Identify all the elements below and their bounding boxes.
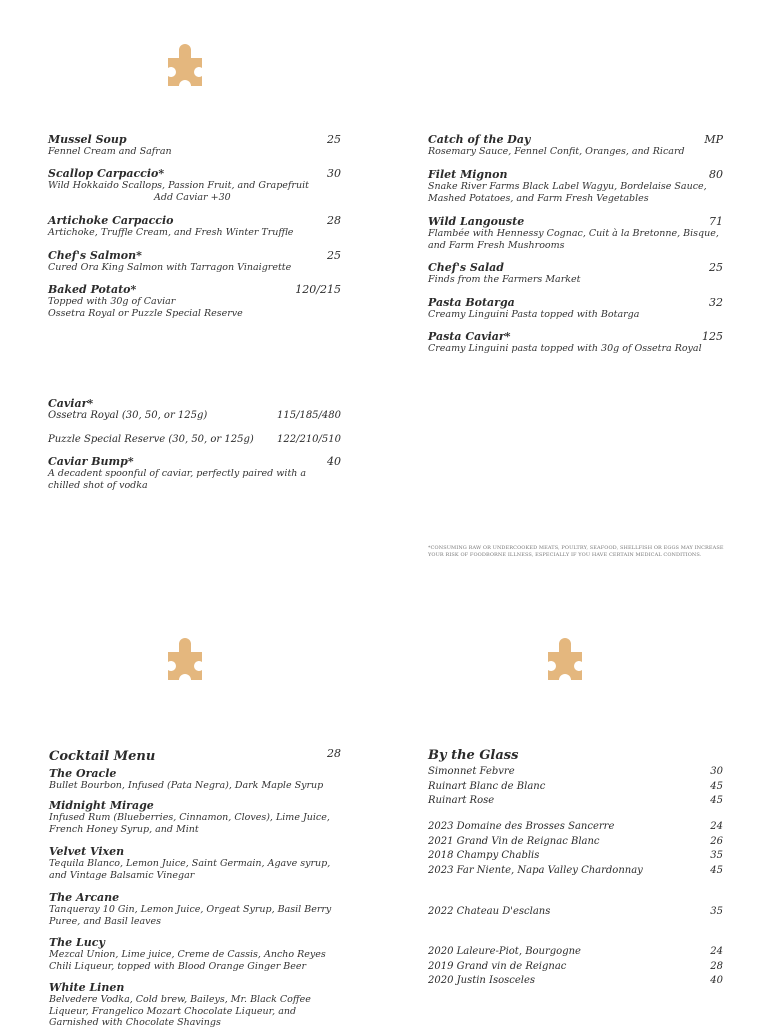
wine-name: 2020 Laleure-Piot, Bourgogne (428, 946, 581, 957)
wine-name: 2022 Chateau D'esclans (428, 906, 551, 917)
item-desc: Belvedere Vodka, Cold brew, Baileys, Mr. Black Coffee (49, 994, 311, 1005)
item-desc: Bullet Bourbon, Infused (Pata Negra), Dark Maple Syrup (49, 780, 324, 791)
section-title: By the Glass (428, 748, 519, 763)
item-desc: Infused Rum (Blueberries, Cinnamon, Cloves), Lime Juice, (49, 812, 330, 823)
puzzle-icon (168, 638, 202, 680)
menu-item (428, 296, 723, 330)
glass-header (428, 744, 723, 765)
wine-row (428, 905, 723, 920)
item-price: 30 (327, 167, 341, 180)
item-price: 120/215 (295, 283, 341, 296)
item-desc: A decadent spoonful of caviar, perfectly paired with a (48, 468, 307, 479)
item-name: Chef's Salad (428, 261, 504, 274)
wine-group-white (428, 820, 723, 905)
item-desc-line2: French Honey Syrup, and Mint (49, 823, 199, 835)
item-price: 25 (327, 249, 341, 262)
cocktail-header (49, 745, 341, 767)
item-desc: Topped with 30g of Caviar (48, 296, 176, 307)
item-desc: Rosemary Sauce, Fennel Confit, Oranges, and Ricard (428, 146, 685, 157)
item-name: Mussel Soup (48, 133, 127, 146)
item-name: Midnight Mirage (49, 799, 154, 812)
item-desc: Flambée with Hennessy Cognac, Cuit à la Bretonne, Bisque, (428, 228, 719, 239)
item-desc: Wild Hokkaido Scallops, Passion Fruit, and Grapefruit (48, 180, 309, 191)
wine-row (428, 794, 723, 809)
menu-item (428, 215, 723, 261)
cocktail-price: 28 (327, 747, 341, 760)
menu-item (428, 330, 723, 360)
item-price: 25 (709, 261, 723, 274)
wine-name: 2018 Champy Chablis (428, 850, 540, 862)
wine-row (428, 945, 723, 960)
item-name: Caviar Bump* (48, 455, 134, 468)
wine-price: 24 (710, 821, 723, 832)
wine-price: 45 (710, 780, 723, 792)
item-desc: Tanqueray 10 Gin, Lemon Juice, Orgeat Syrup, Basil Berry (49, 904, 332, 915)
item-desc-line2: Mashed Potatoes, and Farm Fresh Vegetables (428, 192, 649, 204)
item-desc-line2: chilled shot of vodka (48, 479, 148, 491)
item-name: Pasta Botarga (428, 296, 515, 309)
item-price: 125 (702, 330, 723, 343)
item-price: MP (704, 133, 723, 146)
wine-price: 45 (710, 865, 723, 877)
menu-item (48, 167, 341, 214)
wine-name: Ruinart Blanc de Blanc (428, 780, 546, 792)
wine-row (428, 780, 723, 795)
menu-item (428, 133, 723, 168)
item-name: Scallop Carpaccio* (48, 167, 165, 180)
menu-item (48, 249, 341, 283)
wine-name: Ruinart Rose (428, 795, 495, 807)
caviar-option-label: Ossetra Royal (30, 50, or 125g) (48, 410, 208, 421)
item-price: 25 (327, 133, 341, 146)
starters-section (48, 133, 341, 323)
caviar-option-price: 115/185/480 (277, 410, 341, 421)
item-desc: Fennel Cream and Safran (48, 146, 172, 157)
wine-row (428, 849, 723, 864)
item-name: Catch of the Day (428, 133, 531, 146)
wine-name: 2019 Grand vin de Reignac (428, 960, 567, 972)
wine-name: Simonnet Febvre (428, 766, 515, 777)
item-desc-line2: Puree, and Basil leaves (49, 915, 162, 927)
wine-row (428, 864, 723, 879)
item-name: Artichoke Carpaccio (48, 214, 174, 227)
item-desc: Artichoke, Truffle Cream, and Fresh Winter Truffle (48, 227, 294, 238)
menu-item (48, 214, 341, 249)
item-desc: Creamy Linguini pasta topped with 30g of Ossetra Royal (428, 343, 702, 354)
item-desc-line3: Garnished with Chocolate Shavings (49, 1017, 221, 1028)
wine-row (428, 960, 723, 975)
item-name: The Oracle (49, 767, 117, 780)
cocktail-item (49, 845, 341, 891)
disclaimer-text: *CONSUMING RAW OR UNDERCOOKED MEATS, POULTRY, SEAFOOD, SHELLFISH OR EGGS MAY INCREASE YOUR RISK OF FOODBORNE ILLNESS, ESPECIALLY IF YOU HAVE CERTAIN MEDICAL CONDITIONS. (428, 545, 724, 558)
item-desc-line2: Chili Liqueur, topped with Blood Orange Ginger Beer (49, 960, 307, 972)
menu-item (48, 283, 341, 323)
section-title: Cocktail Menu (49, 749, 156, 764)
item-name: Velvet Vixen (49, 845, 125, 858)
item-desc-line2: and Vintage Balsamic Vinegar (49, 869, 195, 881)
wine-price: 35 (710, 850, 723, 862)
wine-row (428, 974, 723, 989)
item-desc: Finds from the Farmers Market (428, 274, 581, 285)
wine-name: 2021 Grand Vin de Reignac Blanc (428, 835, 600, 847)
wine-row (428, 765, 723, 780)
item-name: The Lucy (49, 936, 105, 949)
wine-price: 35 (710, 906, 723, 917)
item-name: The Arcane (49, 891, 120, 904)
item-desc-addon: Add Caviar +30 (154, 191, 231, 203)
item-name: White Linen (49, 981, 125, 994)
menu-item (428, 261, 723, 296)
item-name: Baked Potato* (48, 283, 137, 296)
cocktail-item (49, 936, 341, 981)
wine-group-sparkling (428, 765, 723, 820)
caviar-title (48, 397, 341, 410)
item-name: Filet Mignon (428, 168, 508, 181)
item-desc: Snake River Farms Black Label Wagyu, Bordelaise Sauce, (428, 181, 707, 192)
puzzle-icon (168, 44, 202, 86)
item-name: Chef's Salmon* (48, 249, 142, 262)
item-desc-line2: and Farm Fresh Mushrooms (428, 239, 565, 251)
item-desc: Tequila Blanco, Lemon Juice, Saint Germain, Agave syrup, (49, 858, 331, 869)
item-desc: Cured Ora King Salmon with Tarragon Vinaigrette (48, 262, 292, 273)
caviar-section (48, 397, 341, 495)
item-name: Pasta Caviar* (428, 330, 511, 343)
mains-section (428, 133, 723, 360)
wine-price: 28 (710, 960, 723, 972)
cocktail-item (49, 799, 341, 845)
menu-item (428, 168, 723, 215)
wine-price: 26 (710, 835, 723, 847)
item-price: 28 (327, 214, 341, 227)
wine-group-red (428, 945, 723, 989)
caviar-title-text: Caviar* (48, 397, 94, 410)
menu-item (48, 133, 341, 167)
wine-name: 2020 Justin Isosceles (428, 975, 536, 987)
cocktail-section (49, 745, 341, 1031)
cocktail-item (49, 891, 341, 936)
wine-price: 40 (710, 975, 723, 987)
wine-name: 2023 Far Niente, Napa Valley Chardonnay (428, 865, 643, 877)
caviar-option (48, 410, 341, 434)
item-desc: Creamy Linguini Pasta topped with Botarga (428, 309, 640, 320)
caviar-option-price: 122/210/510 (277, 434, 341, 445)
wine-group-rose (428, 905, 723, 945)
by-the-glass-section (428, 744, 723, 989)
puzzle-icon (548, 638, 582, 680)
item-price: 40 (327, 455, 341, 468)
wine-price: 45 (710, 795, 723, 807)
item-name: Wild Langouste (428, 215, 525, 228)
wine-row (428, 835, 723, 850)
item-price: 80 (709, 168, 723, 181)
item-desc-line2: Liqueur, Frangelico Mozart Chocolate Liqueur, and (49, 1005, 297, 1017)
cocktail-item (49, 767, 341, 799)
item-desc-line2: Ossetra Royal or Puzzle Special Reserve (48, 307, 243, 319)
caviar-option-label: Puzzle Special Reserve (30, 50, or 125g) (48, 434, 254, 445)
wine-name: 2023 Domaine des Brosses Sancerre (428, 821, 615, 832)
item-price: 71 (709, 215, 723, 228)
item-desc: Mezcal Union, Lime juice, Creme de Cassis, Ancho Reyes (49, 949, 326, 960)
wine-row (428, 820, 723, 835)
wine-price: 24 (710, 946, 723, 957)
menu-item (48, 455, 341, 495)
wine-price: 30 (710, 766, 723, 777)
caviar-option (48, 434, 341, 455)
item-price: 32 (709, 296, 723, 309)
